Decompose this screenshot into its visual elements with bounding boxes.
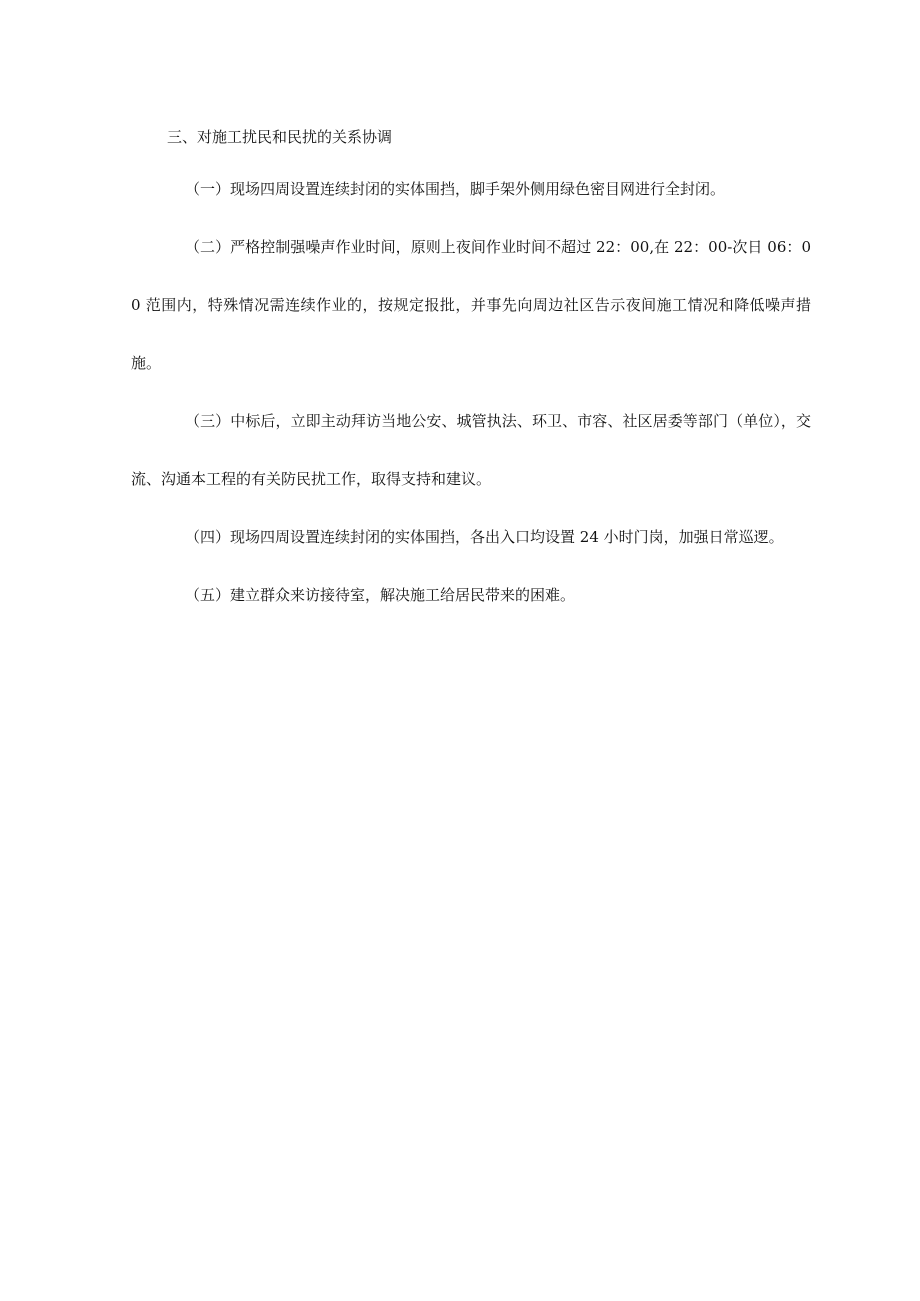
paragraph-3: （三）中标后，立即主动拜访当地公安、城管执法、环卫、市容、社区居委等部门（单位），交流、沟通本工程的有关防民扰工作，取得支持和建议。: [131, 412, 811, 488]
section-heading: 三、对施工扰民和民扰的关系协调: [167, 128, 393, 146]
paragraph-2: （二）严格控制强噪声作业时间，原则上夜间作业时间不超过 22：00,在 22：00-次日 06：00 范围内，特殊情况需连续作业的，按规定报批，并事先向周边社区告示夜间施工情况和降低噪声措施。: [131, 238, 811, 372]
paragraph-4: （四）现场四周设置连续封闭的实体围挡，各出入口均设置 24 小时门岗，加强日常巡逻。: [185, 528, 784, 546]
paragraph-5: （五）建立群众来访接待室，解决施工给居民带来的困难。: [185, 586, 576, 604]
paragraph-1: （一）现场四周设置连续封闭的实体围挡，脚手架外侧用绿色密目网进行全封闭。: [185, 180, 726, 198]
document-body: [131, 123, 811, 624]
